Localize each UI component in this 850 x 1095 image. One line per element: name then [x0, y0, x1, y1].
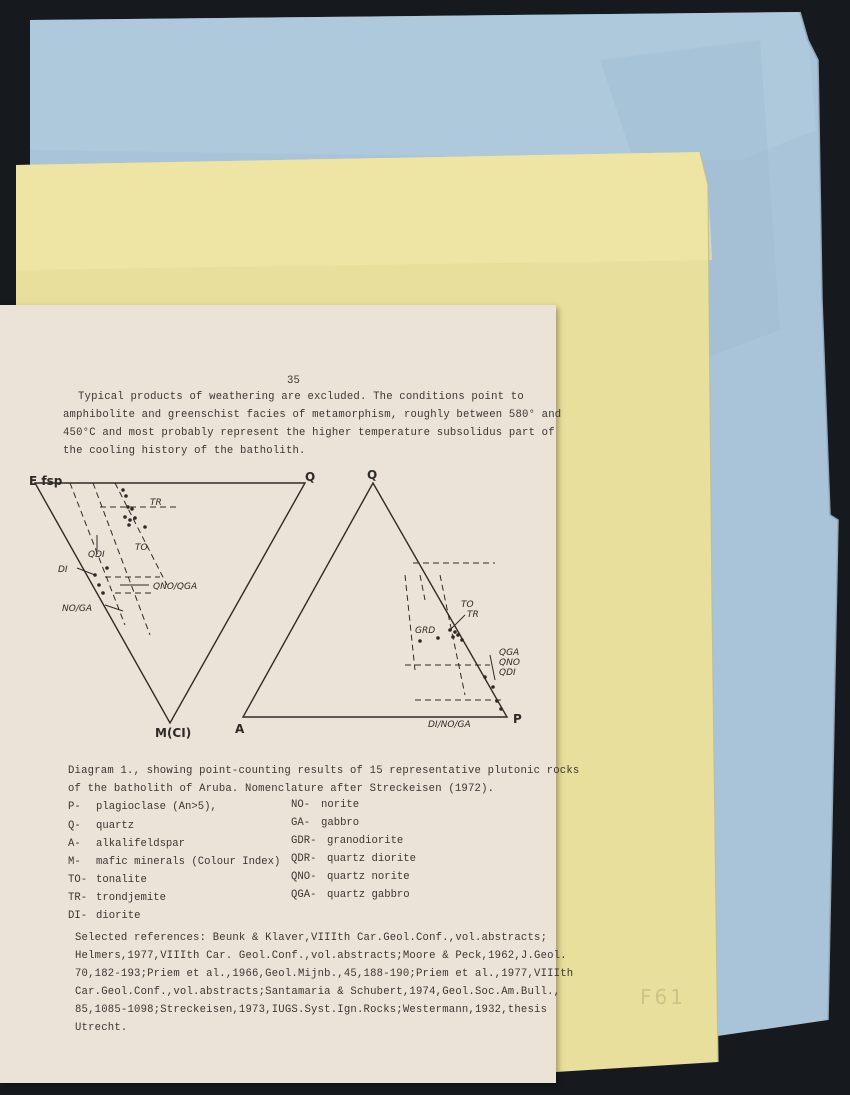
page-number: 35 — [287, 375, 301, 387]
legend-code-tr: TR- — [68, 892, 88, 904]
legend-desc-to: tonalite — [96, 874, 147, 886]
legend-code-a: A- — [68, 838, 81, 850]
legend-desc-ga: gabbro — [321, 817, 360, 829]
legend-desc-p: plagioclase (An>5), — [96, 801, 217, 813]
apex-efsp-label: E fsp — [29, 474, 63, 488]
references-line-4: Car.Geol.Conf.,vol.abstracts;Santamaria & Schubert,1974,Geol.Soc.Am.Bull., — [75, 986, 561, 998]
legend-code-q: Q- — [68, 820, 81, 832]
field-qdi-label: QDI — [88, 550, 105, 560]
left-triangle — [35, 483, 305, 723]
faint-page-mark: F61 — [640, 985, 686, 1009]
field-qno-qga-label: QNO/QGA — [153, 582, 198, 592]
field-qno-label: QNO — [499, 658, 520, 668]
references-line-2: Helmers,1977,VIIIth Car. Geol.Conf.,vol.abstracts;Moore & Peck,1962,J.Geol. — [75, 950, 567, 962]
apex-q-left-label: Q — [305, 470, 316, 484]
legend-desc-no: norite — [321, 799, 360, 811]
caption-line-1: Diagram 1., showing point-counting results of 15 representative plutonic rocks — [68, 765, 580, 777]
paragraph-line-2: amphibolite and greenschist facies of metamorphism, roughly between 580° and — [63, 409, 562, 421]
apex-m-label: M(CI) — [155, 726, 192, 740]
field-di-no-ga-label: DI/NO/GA — [428, 720, 471, 730]
references-line-1: Selected references: Beunk & Klaver,VIIIth Car.Geol.Conf.,vol.abstracts; — [75, 932, 548, 944]
field-to-label: TO — [135, 543, 148, 553]
legend-desc-tr: trondjemite — [96, 892, 166, 904]
references-line-6: Utrecht. — [75, 1022, 128, 1034]
caption-line-2: of the batholith of Aruba. Nomenclature after Streckeisen (1972). — [68, 783, 495, 795]
legend-desc-gdr: granodiorite — [327, 835, 404, 847]
paragraph-line-3: 450°C and most probably represent the higher temperature subsolidus part of — [63, 427, 555, 439]
right-triangle-labels — [235, 468, 522, 736]
field-qga-label: QGA — [499, 648, 520, 658]
paragraph-line-4: the cooling history of the batholith. — [63, 445, 306, 457]
field-no-ga-label: NO/GA — [62, 604, 92, 614]
field-tr-label: TR — [150, 498, 162, 508]
field-tr-right-label: TR — [467, 610, 479, 620]
legend-desc-a: alkalifeldspar — [96, 838, 186, 850]
references-line-5: 85,1085-1098;Streckeisen,1973,IUGS.Syst.Ign.Rocks;Westermann,1932,thesis — [75, 1004, 548, 1016]
legend-code-m: M- — [68, 856, 81, 868]
field-di-label: DI — [58, 565, 68, 575]
right-triangle-points — [418, 628, 503, 711]
legend-code-p: P- — [68, 801, 81, 813]
legend-desc-di: diorite — [96, 910, 141, 922]
paragraph-line-1: Typical products of weathering are excluded. The conditions point to — [78, 391, 524, 403]
references-line-3: 70,182-193;Priem et al.,1966,Geol.Mijnb.,45,188-190;Priem et al.,1977,VIIIth — [75, 968, 574, 980]
legend-desc-qdr: quartz diorite — [327, 853, 417, 865]
legend-code-qdr: QDR- — [291, 853, 317, 865]
field-to-right-label: TO — [461, 600, 474, 610]
legend-code-no: NO- — [291, 799, 311, 811]
legend-desc-qno: quartz norite — [327, 871, 410, 883]
legend-code-ga: GA- — [291, 817, 311, 829]
legend-desc-qga: quartz gabbro — [327, 889, 410, 901]
field-grd-label: GRD — [415, 626, 436, 636]
apex-p-label: P — [513, 712, 522, 726]
left-triangle-labels — [29, 470, 315, 740]
legend-code-qno: QNO- — [291, 871, 317, 883]
document-page — [0, 305, 580, 1083]
field-qdi-right-label: QDI — [499, 668, 516, 678]
legend-code-di: DI- — [68, 910, 88, 922]
apex-q-right-label: Q — [367, 468, 378, 482]
legend-desc-m: mafic minerals (Colour Index) — [96, 856, 281, 868]
legend-desc-q: quartz — [96, 820, 135, 832]
streckeisen-ternary-diagrams — [25, 465, 535, 740]
legend-code-gdr: GDR- — [291, 835, 317, 847]
legend-code-qga: QGA- — [291, 889, 317, 901]
legend-code-to: TO- — [68, 874, 88, 886]
apex-a-label: A — [235, 722, 245, 736]
